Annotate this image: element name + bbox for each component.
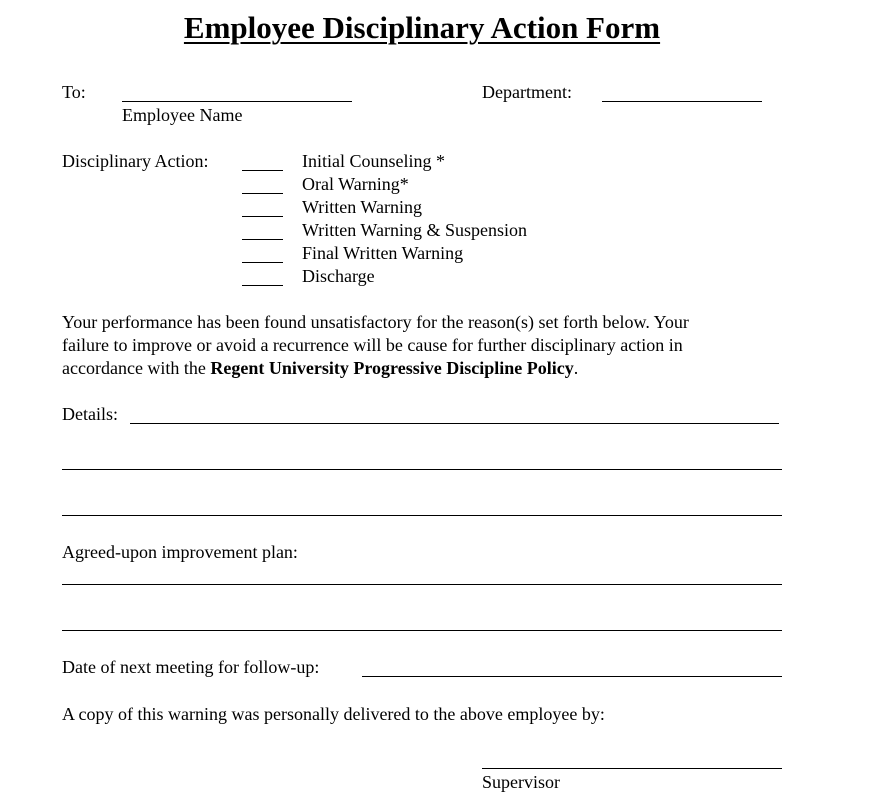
action-option-written-warning-suspension: Written Warning & Suspension bbox=[302, 220, 527, 240]
form-title: Employee Disciplinary Action Form bbox=[183, 10, 661, 45]
next-meeting-label: Date of next meeting for follow-up: bbox=[62, 657, 320, 677]
disciplinary-action-label: Disciplinary Action: bbox=[62, 151, 209, 171]
statement-line-3-suffix: . bbox=[573, 358, 579, 378]
improvement-plan-label: Agreed-upon improvement plan: bbox=[62, 542, 298, 562]
details-label: Details: bbox=[62, 404, 118, 424]
action-checkbox-discharge[interactable] bbox=[242, 285, 283, 286]
employee-name-label: Employee Name bbox=[122, 105, 243, 125]
statement-line-2: failure to improve or avoid a recurrence will be cause for further disciplinary action in bbox=[62, 335, 683, 355]
supervisor-label: Supervisor bbox=[482, 772, 560, 792]
statement-line-3-prefix: accordance with the bbox=[62, 358, 211, 378]
action-option-final-written-warning: Final Written Warning bbox=[302, 243, 464, 263]
details-field-line-3[interactable] bbox=[62, 515, 782, 516]
action-checkbox-initial-counseling[interactable] bbox=[242, 170, 283, 171]
action-checkbox-oral-warning[interactable] bbox=[242, 193, 283, 194]
action-checkbox-final-written-warning[interactable] bbox=[242, 262, 283, 263]
action-checkbox-written-warning-suspension[interactable] bbox=[242, 239, 283, 240]
action-option-initial-counseling: Initial Counseling * bbox=[302, 151, 445, 171]
next-meeting-field[interactable] bbox=[362, 676, 782, 677]
policy-name: Regent University Progressive Discipline Policy bbox=[210, 358, 574, 378]
action-checkbox-written-warning[interactable] bbox=[242, 216, 283, 217]
improvement-plan-field-line-2[interactable] bbox=[62, 630, 782, 631]
department-label: Department: bbox=[482, 82, 572, 102]
supervisor-signature-field[interactable] bbox=[482, 768, 782, 769]
to-label: To: bbox=[62, 82, 86, 102]
statement-line-1: Your performance has been found unsatisfactory for the reason(s) set forth below. Your bbox=[62, 312, 689, 332]
action-option-discharge: Discharge bbox=[302, 266, 375, 286]
details-field-line-1[interactable] bbox=[130, 423, 779, 424]
employee-name-field[interactable] bbox=[122, 101, 352, 102]
details-field-line-2[interactable] bbox=[62, 469, 782, 470]
copy-delivered-label: A copy of this warning was personally delivered to the above employee by: bbox=[62, 704, 605, 724]
action-option-oral-warning: Oral Warning* bbox=[302, 174, 409, 194]
action-option-written-warning: Written Warning bbox=[302, 197, 422, 217]
department-field[interactable] bbox=[602, 101, 762, 102]
statement-line-3 bbox=[62, 359, 578, 377]
improvement-plan-field-line-1[interactable] bbox=[62, 584, 782, 585]
